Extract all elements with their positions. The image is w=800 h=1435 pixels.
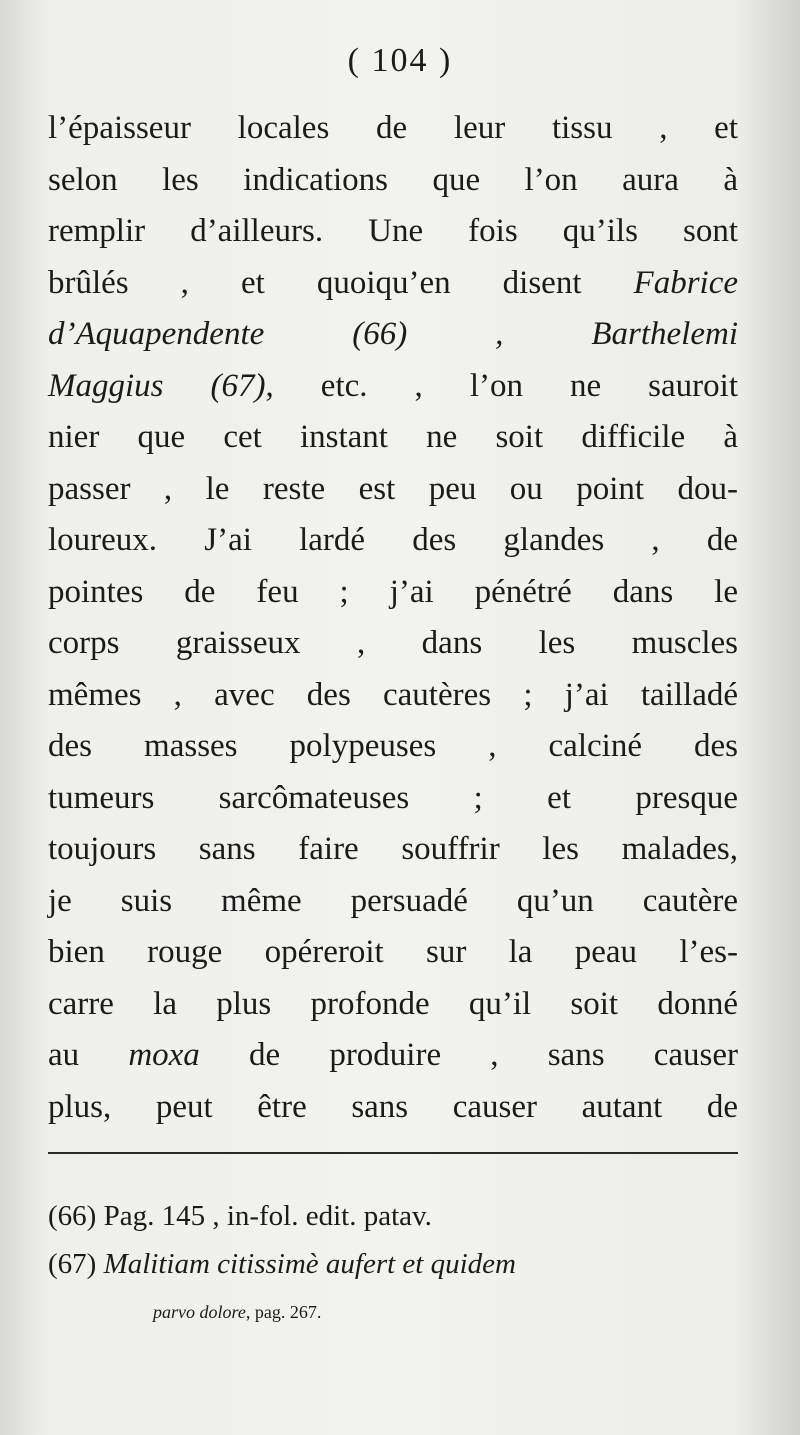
text-segment: , pag. 267. (245, 1302, 322, 1322)
text-line (48, 824, 738, 876)
text-segment: bien rouge opéreroit sur la peau l’es- (48, 934, 738, 970)
text-line (48, 927, 738, 979)
italic-text: Malitiam citissimè aufert et quidem (103, 1248, 516, 1280)
italic-text: Maggius (67) (48, 367, 266, 404)
footnote-line (48, 1288, 748, 1336)
text-segment: nier que cet instant ne soit difficile à (48, 419, 738, 455)
text-segment: remplir d’ailleurs. Une fois qu’ils sont (48, 213, 738, 249)
footnotes (48, 1192, 748, 1336)
text-line (48, 1082, 738, 1134)
text-segment: pointes de feu ; j’ai pénétré dans le (48, 573, 738, 610)
text-segment: l’épaisseur locales de leur tissu , et (48, 110, 738, 146)
text-segment: au (48, 1037, 129, 1073)
text-line (48, 206, 738, 258)
footnote-line (48, 1240, 748, 1288)
text-segment: (66) Pag. 145 , in-fol. edit. patav. (48, 1200, 432, 1232)
text-segment: mêmes , avec des cautères ; j’ai tailladé (48, 676, 738, 713)
italic-text: moxa (128, 1037, 200, 1073)
text-line (48, 361, 738, 413)
text-segment: brûlés , et quoiqu’en disent (48, 264, 634, 301)
page-number: ( 104 ) (347, 42, 453, 79)
text-segment: loureux. J’ai lardé des glandes , de (48, 522, 738, 558)
footnote-line (48, 1192, 748, 1240)
text-segment: passer , le reste est peu ou point dou- (48, 470, 738, 507)
text-line (48, 618, 738, 670)
text-segment: plus, peut être sans causer autant de (48, 1088, 738, 1125)
body-text (48, 103, 738, 1133)
text-line (48, 979, 738, 1031)
text-segment: je suis même persuadé qu’un cautère (48, 882, 738, 919)
text-line (48, 567, 738, 619)
text-line (48, 876, 738, 928)
text-line (48, 258, 738, 310)
text-line (48, 773, 738, 825)
text-line (48, 155, 738, 207)
text-segment: tumeurs sarcômateuses ; et presque (48, 779, 738, 816)
text-line (48, 103, 738, 155)
italic-text: parvo dolore (153, 1302, 246, 1322)
italic-text: Fabrice (633, 264, 738, 301)
text-line (48, 1030, 738, 1082)
text-segment: des masses polypeuses , calciné des (48, 728, 738, 764)
footnote-divider (48, 1152, 738, 1154)
text-segment: carre la plus profonde qu’il soit donné (48, 985, 738, 1022)
text-line (48, 412, 738, 464)
text-segment: corps graisseux , dans les muscles (48, 625, 738, 661)
text-line (48, 670, 738, 722)
text-line (48, 721, 738, 773)
text-line (48, 515, 738, 567)
text-segment: , etc. , l’on ne sauroit (265, 367, 738, 404)
text-line (48, 309, 738, 361)
italic-text: d’Aquapendente (66) , Barthelemi (48, 316, 738, 352)
text-segment: toujours sans faire souffrir les malades, (48, 831, 738, 867)
text-segment: selon les indications que l’on aura à (48, 161, 738, 198)
text-segment: de produire , sans causer (199, 1037, 738, 1073)
text-segment: (67) (48, 1248, 104, 1280)
text-line (48, 464, 738, 516)
